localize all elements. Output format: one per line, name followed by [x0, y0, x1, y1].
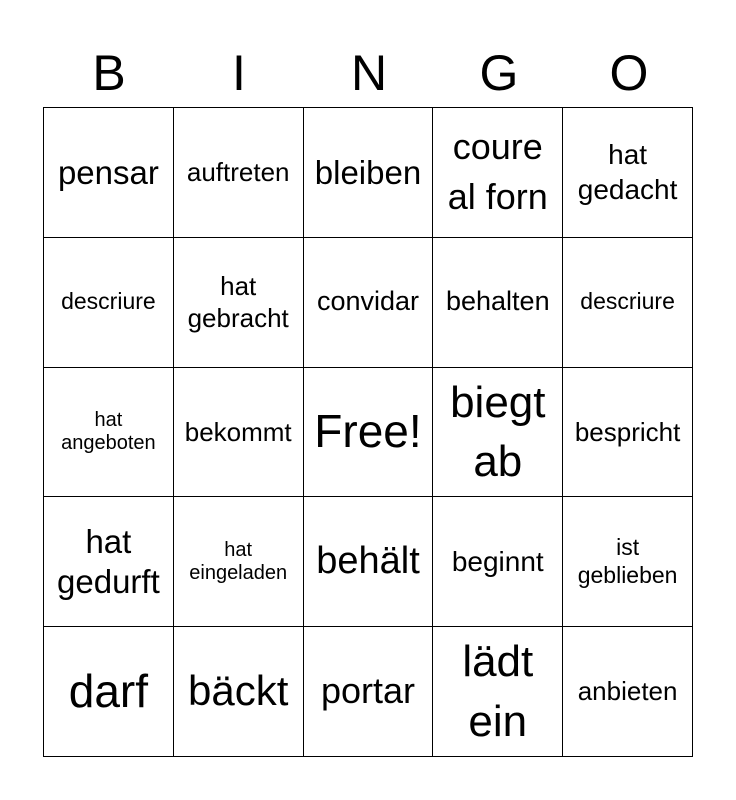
bingo-cell[interactable] [433, 497, 563, 627]
bingo-header [44, 38, 694, 108]
cell-text: biegt ab [450, 377, 546, 486]
header-letter-n: N [350, 45, 388, 101]
header-letter-o: O [609, 45, 649, 101]
free-space-cell[interactable] [304, 368, 434, 498]
bingo-cell[interactable] [174, 497, 304, 627]
bingo-cell[interactable] [174, 108, 304, 238]
cell-text: behält [316, 540, 420, 583]
cell-text: hat gebracht [187, 270, 289, 334]
bingo-cell[interactable] [563, 497, 693, 627]
bingo-grid [43, 107, 693, 757]
cell-text: darf [68, 665, 149, 717]
bingo-cell[interactable] [44, 108, 174, 238]
cell-text: portar [320, 670, 416, 712]
cell-text: hat gedurft [57, 523, 160, 600]
cell-text: auftreten [186, 157, 290, 188]
bingo-cell[interactable] [563, 108, 693, 238]
cell-text: descriure [580, 288, 675, 315]
bingo-cell[interactable] [174, 368, 304, 498]
bingo-cell[interactable] [563, 368, 693, 498]
header-letter-g: G [479, 45, 519, 101]
cell-text: bekommt [184, 416, 292, 447]
cell-text: hat gedacht [577, 139, 678, 206]
bingo-cell[interactable] [304, 627, 434, 757]
bingo-cell[interactable] [304, 108, 434, 238]
bingo-cell[interactable] [433, 627, 563, 757]
cell-text: beginnt [451, 546, 544, 578]
header-letter-b: B [92, 45, 126, 101]
cell-text: ist geblieben [577, 534, 678, 588]
bingo-cell[interactable] [304, 238, 434, 368]
cell-text: pensar [57, 153, 159, 191]
cell-text: lädt ein [462, 637, 534, 746]
bingo-cell[interactable] [433, 238, 563, 368]
cell-text: behalten [445, 286, 550, 317]
cell-text: convidar [316, 286, 420, 317]
cell-text: anbieten [577, 676, 678, 707]
cell-text: coure al forn [447, 126, 548, 218]
cell-text: bleiben [314, 153, 422, 191]
bingo-cell[interactable] [433, 108, 563, 238]
bingo-cell[interactable] [174, 238, 304, 368]
bingo-cell[interactable] [44, 497, 174, 627]
bingo-cell[interactable] [174, 627, 304, 757]
cell-text: descriure [61, 288, 156, 315]
bingo-cell[interactable] [304, 497, 434, 627]
bingo-cell[interactable] [563, 627, 693, 757]
cell-text: bäckt [188, 667, 289, 715]
bingo-cell[interactable] [563, 238, 693, 368]
bingo-cell[interactable] [44, 238, 174, 368]
cell-text: hat angeboten [61, 408, 156, 454]
cell-text: bespricht [574, 416, 681, 447]
bingo-cell[interactable] [433, 368, 563, 498]
free-space-text: Free! [314, 405, 422, 458]
bingo-cell[interactable] [44, 627, 174, 757]
bingo-cell[interactable] [44, 368, 174, 498]
header-letter-i: I [232, 45, 246, 101]
cell-text: hat eingeladen [189, 538, 288, 584]
